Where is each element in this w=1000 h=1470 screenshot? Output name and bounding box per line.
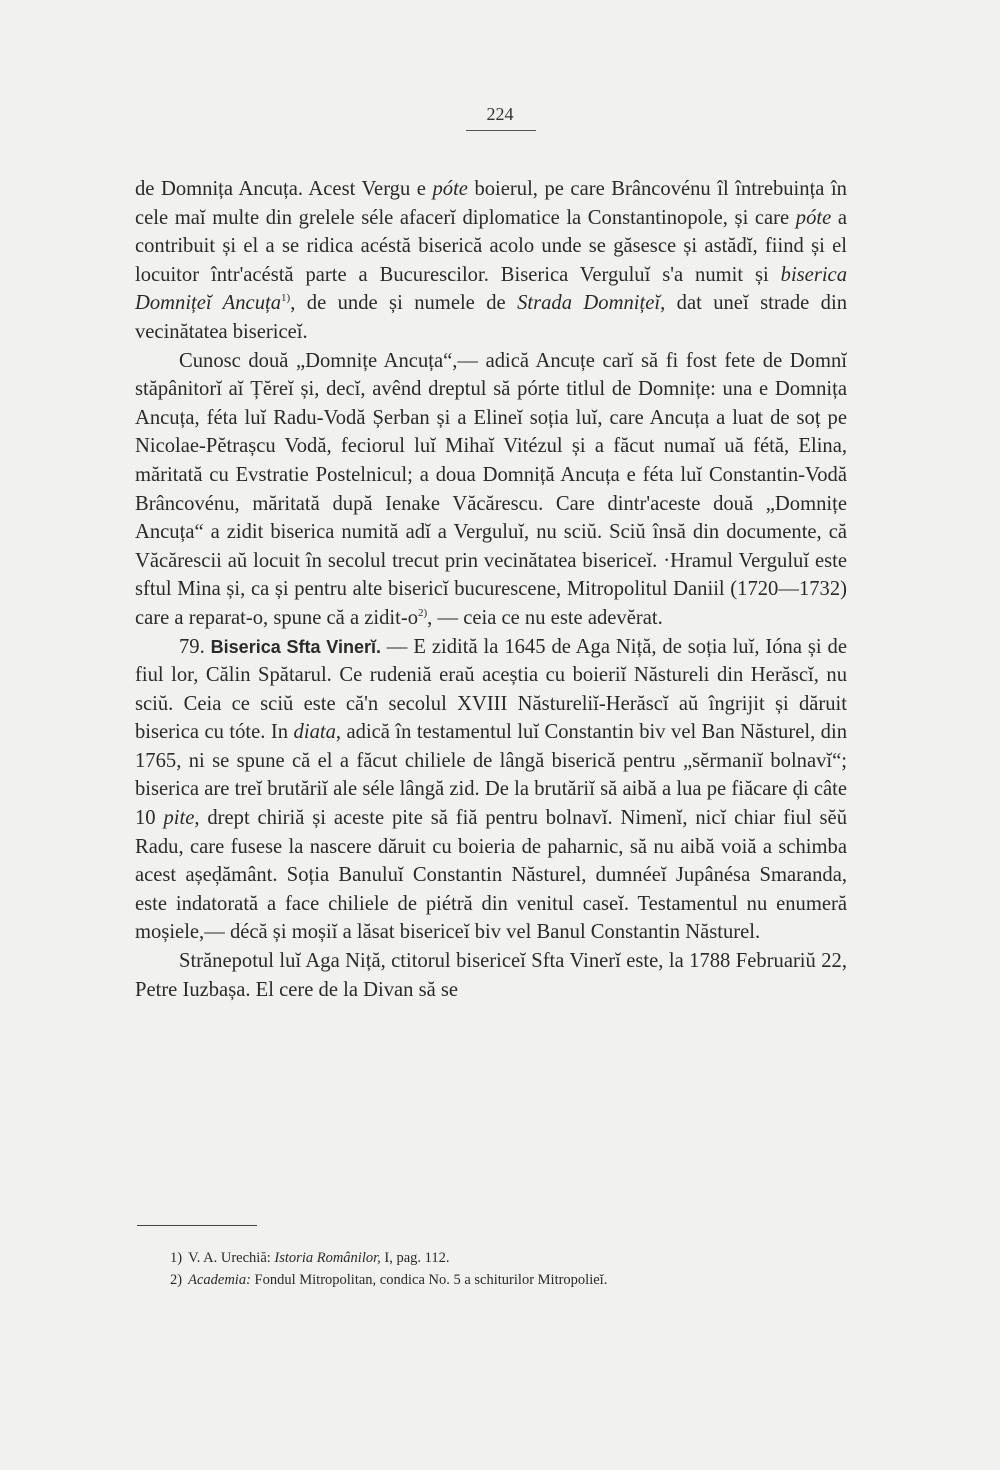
footnote-text: I, pag. 112. [380, 1250, 450, 1266]
footnote-mark: 2) [170, 1272, 183, 1288]
footnote-title: Academia: [188, 1272, 251, 1288]
italic-run: póte [432, 178, 468, 200]
text-run: a contribuit și el a se ridica acéstă biserică acolo unde se găsesce și astădĭ, fiind și el locuitor într'acéstă parte a Bucurescilor. Biserica Verguluĭ s'a numit și [135, 206, 847, 286]
page-number: 224 [486, 104, 514, 124]
footnote-reference: 2) [418, 607, 428, 620]
footnote-2 [170, 1269, 810, 1291]
footnotes [170, 1247, 810, 1291]
text-run: — E zidită la 1645 de Aga Niță, de soția luĭ, Ióna și de fiul lor, Călin Spătarul. Ce rudeniă eraŭ aceștia cu boieriĭ Năstureli din Herăscĭ, nu sciŭ. Ceia ce sciŭ este că'n secolul XVIII Năstureliĭ-Herăscĭ aŭ îngrijit și dăruit biserica cu tóte. In [135, 635, 847, 744]
text-run: , drept chiriă și aceste pite să fiă pentru bolnavĭ. Nimenĭ, nicĭ chiar fiul sĕŭ Radu, care fusese la nascere dăruit cu boieria de paharnic, să nu aibă voiă a schimba acest așeḑământ. Soția Banuluĭ Constantin Năsturel, dumnéeĭ Jupânésa Smaranda, este indatorată a face chiliele de piétră din venitul caseĭ. Testamentul nu enumeră moșiele,— décă și moșiĭ a lăsat bisericeĭ biv vel Banul Constantin Năsturel. [135, 807, 847, 944]
text-run: , de unde și numele de [290, 292, 518, 315]
section-heading: Biserica Sfta Vinerĭ. [210, 636, 381, 657]
footnote-text: V. A. Urechiă: [188, 1250, 275, 1266]
italic-run: pite [163, 807, 195, 830]
paragraph-3 [135, 633, 847, 948]
italic-run: biserica Domnițeĭ Ancuța [135, 263, 847, 315]
page-number-rule [466, 130, 536, 131]
text-run: , adică în testamentul luĭ Constantin biv vel Ban Năsturel, din 1765, ni se spune că el a făcut chiliele de lângă biserică pentru „sĕrmaniĭ bolnavĭ“; biserica are treĭ brutăriĭ ale séle lângă zid. De la brutăriĭ să aibă a lua pe fiăcare ḑi câte 10 [135, 721, 848, 830]
italic-run: Strada Domnițeĭ [517, 292, 661, 315]
footnote-text: Fondul Mitropolitan, condica No. 5 a schiturilor Mitropolieĭ. [250, 1272, 608, 1288]
text-run: de Domnița Ancuța. Acest Vergu e [135, 178, 433, 200]
footnote-reference: 1) [281, 292, 291, 305]
footnote-1 [170, 1247, 810, 1269]
text-run: Cunosc două „Domnițe Ancuța“,— adică Ancuțe carĭ să fi fost fete de Domnĭ stăpânitorĭ aĭ Țĕreĭ și, decĭ, avênd dreptul să pórte titlul de Domnițe: una e Domnița Ancuța, féta luĭ Radu-Vodă Șerban și a Elineĭ soția luĭ, care Ancuța a luat de soț pe Nicolae-Pĕtrașcu Vodă, feciorul luĭ Mihaĭ Vitézul și a făcut numaĭ uă fétă, Elina, măritată cu Evstratie Postelnicul; a doua Domniță Ancuța e féta luĭ Constantin-Vodă Brâncovénu, măritată după Ienake Văcărescu. Care dintr'aceste două „Domnițe Ancuța“ a zidit biserica numită adĭ a Verguluĭ, nu sciŭ. Sciŭ însă din documente, că Văcărescii aŭ locuit în secolul trecut prin vecinătatea bisericeĭ. ·Hramul Verguluĭ este sftul Mina și, ca și pentru alte bisericĭ bucurescene, Mitropolitul Daniil (1720—1732) care a reparat-o, spune că a zidit-o [135, 349, 847, 629]
paragraph-2 [135, 347, 847, 633]
italic-run: póte [795, 206, 832, 229]
body-text [135, 175, 847, 1004]
paragraph-4 [135, 947, 847, 1004]
footnote-rule [137, 1225, 257, 1226]
footnote-title: Istoria Românilor, [274, 1250, 381, 1266]
italic-run: diata [293, 721, 336, 744]
text-run: Strănepotul luĭ Aga Niță, ctitorul bisericeĭ Sfta Vinerĭ este, la 1788 Februariŭ 22, Petre Iuzbașa. El cere de la Divan să se [135, 950, 847, 1001]
section-number: 79. [179, 635, 205, 658]
footnote-mark: 1) [170, 1250, 183, 1266]
text-run: boierul, pe care Brâncovénu îl întrebuința în cele maĭ multe din grelele séle afacerĭ diplomatice la Constantinopole, și care [135, 178, 847, 229]
paragraph-1 [135, 175, 847, 347]
text-run: , dat uneĭ strade din vecinătatea bisericeĭ. [135, 292, 847, 343]
text-run: , — ceia ce nu este adevĕrat. [427, 606, 663, 629]
